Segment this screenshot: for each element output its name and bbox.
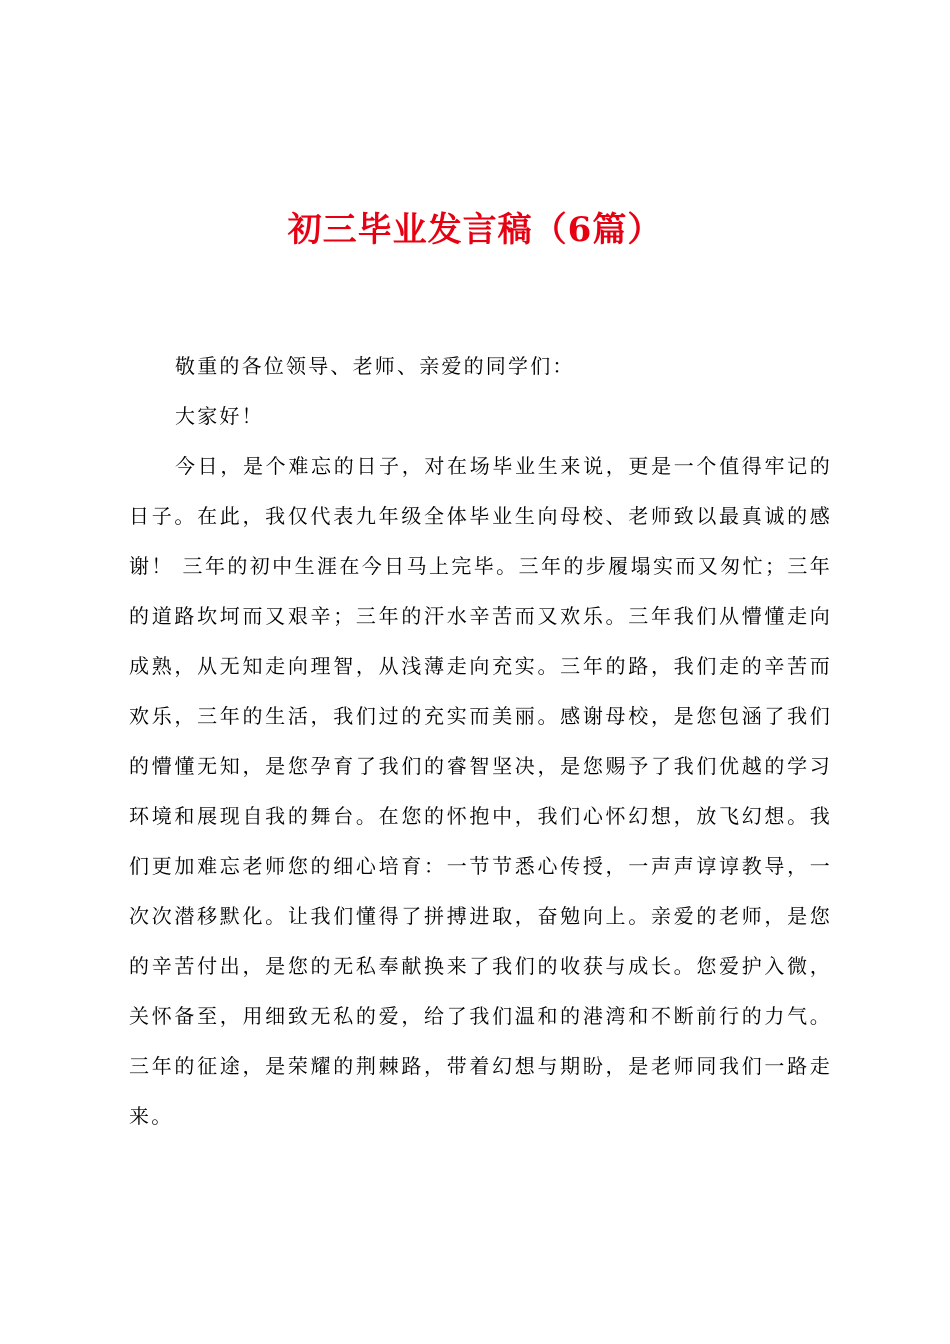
greeting-paragraph: 大家好！: [175, 404, 264, 428]
salutation-paragraph: 敬重的各位领导、老师、亲爱的同学们：: [175, 354, 575, 378]
document-title: 初三毕业发言稿（6篇）: [287, 210, 663, 250]
speech-paragraph: 今日，是个难忘的日子，对在场毕业生来说，更是一个值得牢记的日子。在此，我仅代表九年级全体毕业生向母校、老师致以最真诚的感谢！ 三年的初中生涯在今日马上完毕。三年的步履塌实而又匆忙；三年的道路坎坷而又艰辛；三年的汗水辛苦而又欢乐。三年我们从懵懂走向成熟，从无知走向理智，从浅薄走向充实。三年的路，我们走的辛苦而欢乐，三年的生活，我们过的充实而美丽。感谢母校，是您包涵了我们的懵懂无知，是您孕育了我们的睿智坚决，是您赐予了我们优越的学习环境和展现自我的舞台。在您的怀抱中，我们心怀幻想，放飞幻想。我们更加难忘老师您的细心培育：一节节悉心传授，一声声谆谆教导，一次次潜移默化。让我们懂得了拼搏进取，奋勉向上。亲爱的老师，是您的辛苦付出，是您的无私奉献换来了我们的收获与成长。您爱护入微，关怀备至，用细致无私的爱，给了我们温和的港湾和不断前行的力气。三年的征途，是荣耀的荆棘路，带着幻想与期盼，是老师同我们一路走来。: [129, 454, 832, 1128]
document-body: [129, 341, 832, 1141]
